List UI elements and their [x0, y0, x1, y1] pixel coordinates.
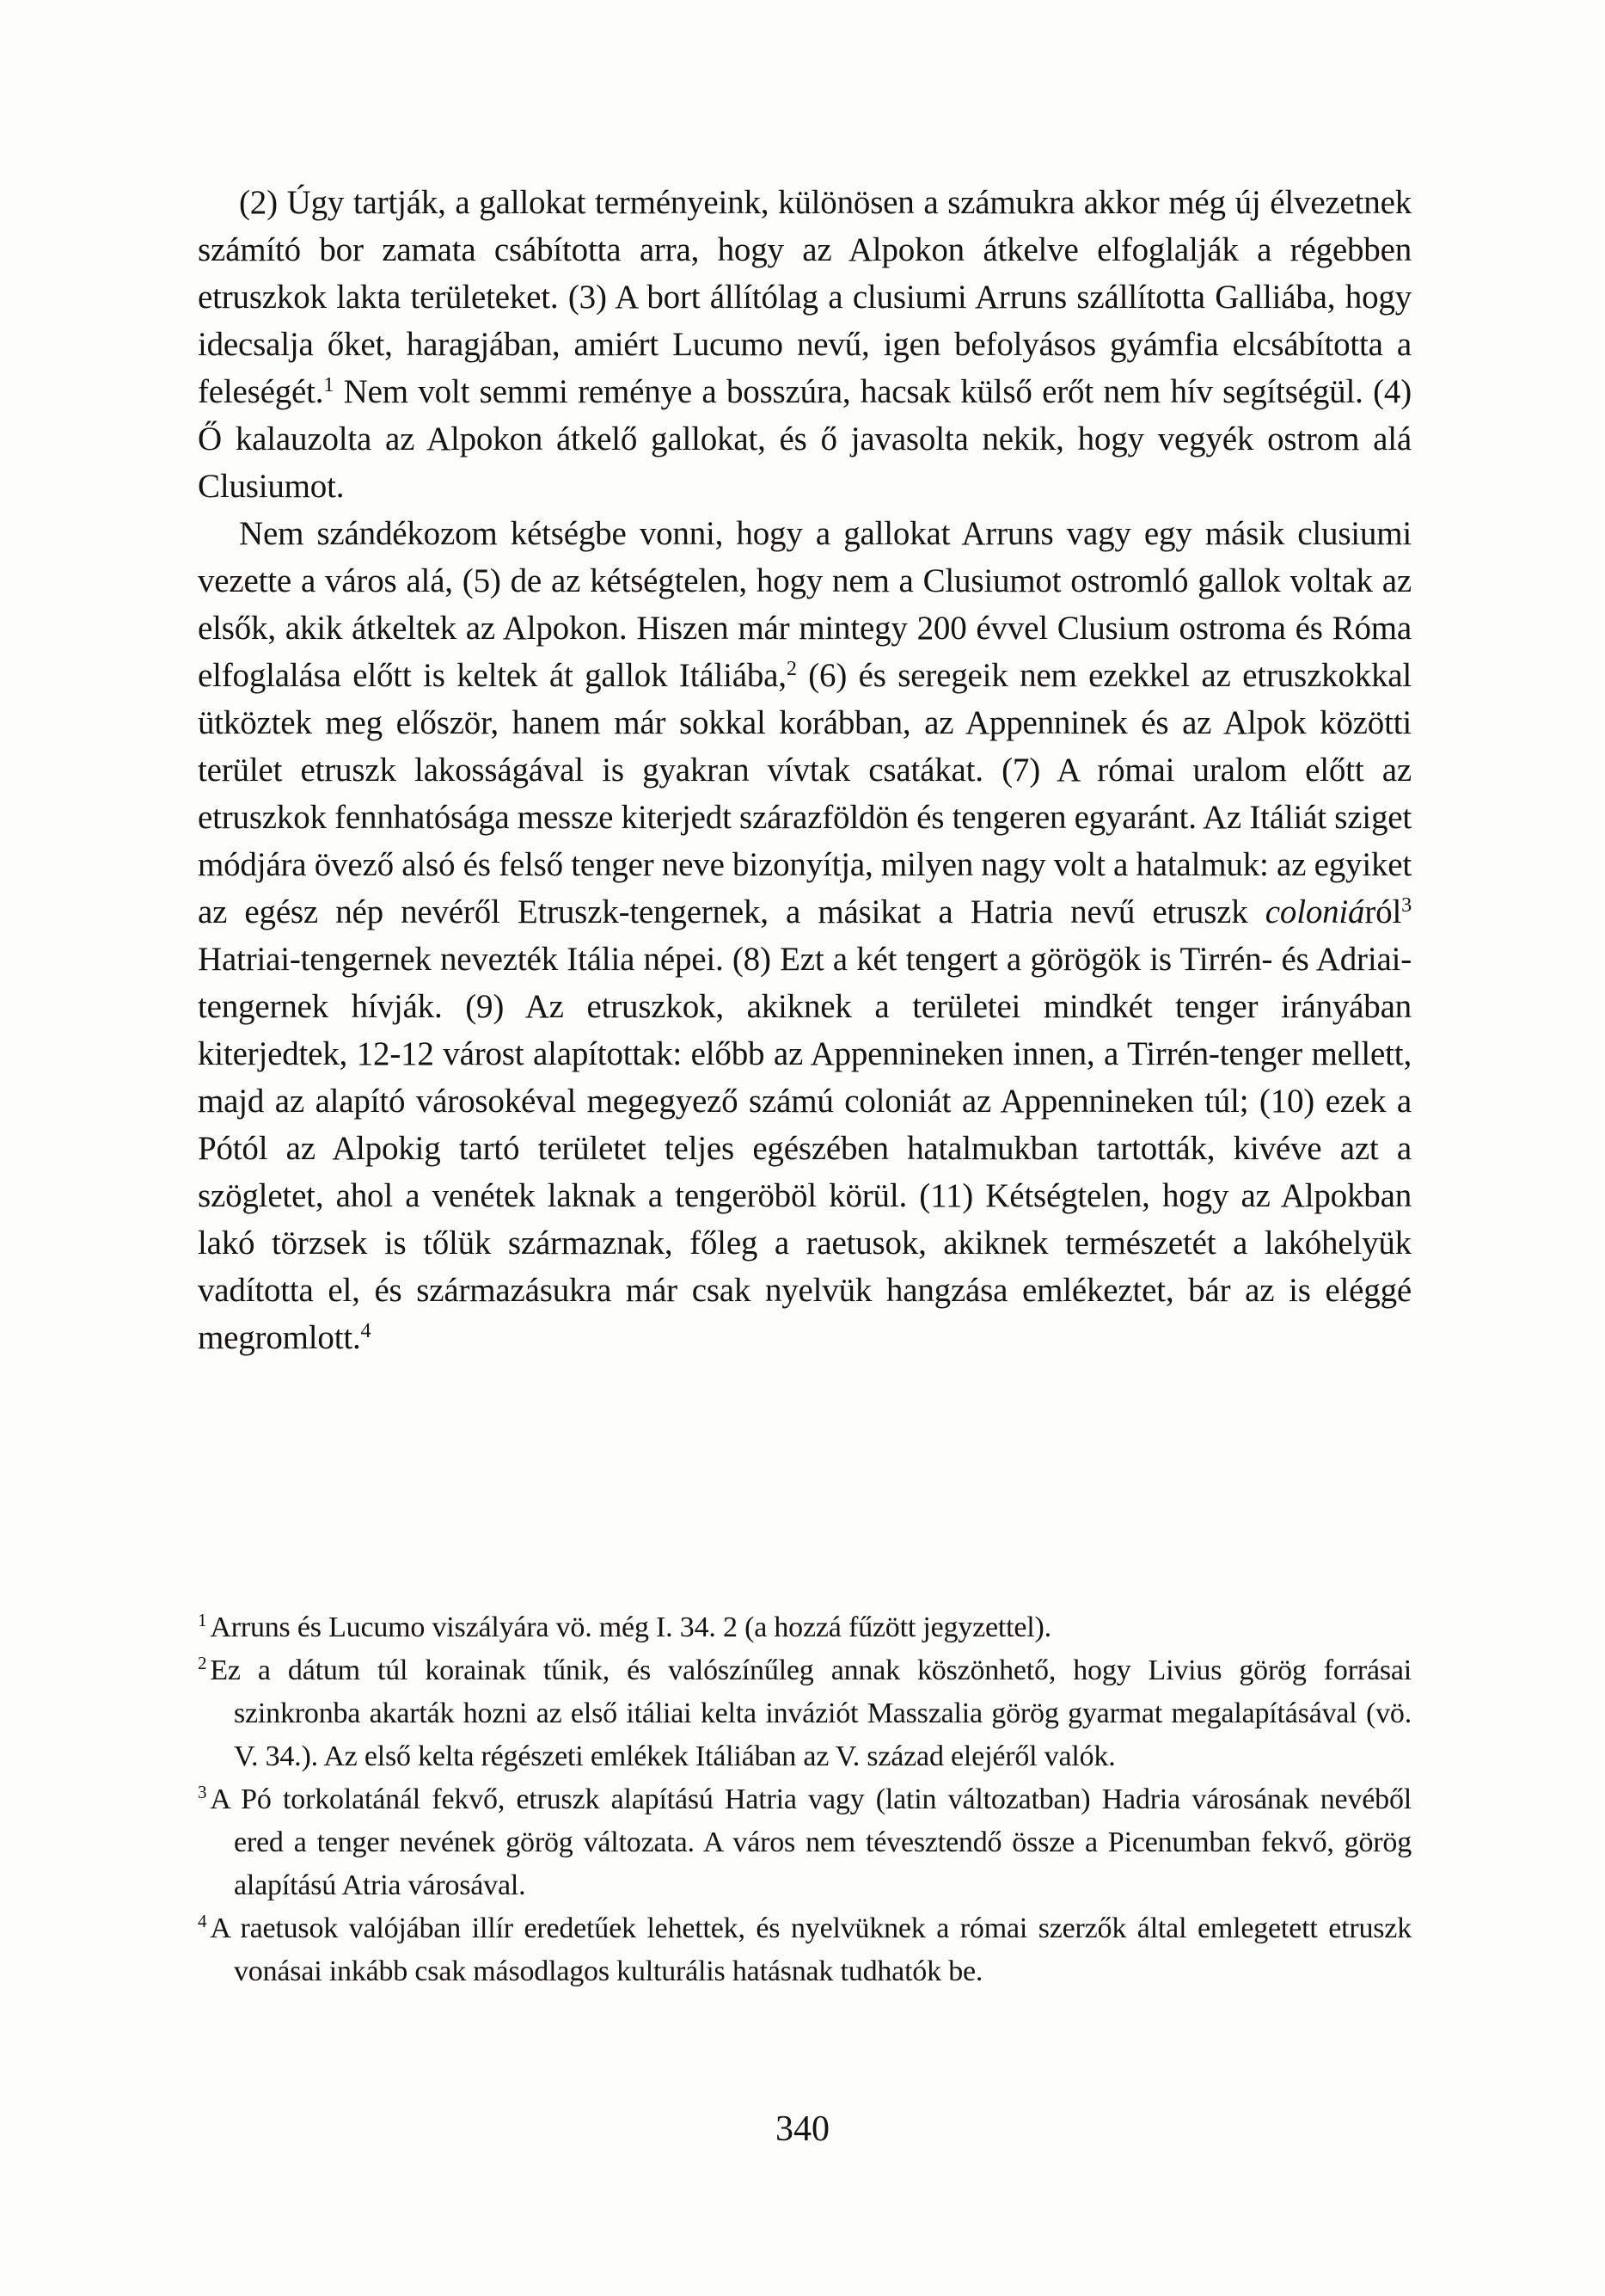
footnote: $^4$ A raetusok valójában illír eredetűek lehettek, és nyelvüknek a római szerzők által emlegetett etruszk vonásai inkább csak másodlagos kulturális hatásnak tudhatók be. [198, 1911, 1412, 1987]
footnote: $^2$ Ez a dátum túl korainak tűnik, és valószínűleg annak köszönhető, hogy Livius görög forrásai szinkronba akarták hozni az első itáliai kelta inváziót Masszalia görög gyarmat megalapításával (vö. V. 34.). Az első kelta régészeti emlékek Itáliában az V. század elejéről valók. [198, 1653, 1412, 1772]
italic-term: coloniá [1265, 893, 1365, 930]
footnote-ref: 3 [1401, 893, 1412, 917]
footnotes-section [198, 1606, 1412, 1993]
footnote-ref: 2 [786, 656, 797, 680]
paragraph: (2) Úgy tartják, a gallokat terményeink, különösen a számukra akkor még új élvezetnek számító bor zamata csábította arra, hogy az Alpokon átkelve elfoglalják a régebben etruszkok lakta területeket. (3) A bort állítólag a clusiumi Arruns szállította Galliába, hogy idecsalja őket, haragjában, amiért Lucumo nevű, igen befolyásos gyámfia elcsábította a feleségét.$^1$ Nem volt semmi reménye a bosszúra, hacsak külső erőt nem hív segítségül. (4) Ő kalauzolta az Alpokon átkelő gallokat, és ő javasolta nekik, hogy vegyék ostrom alá Clusiumot. [198, 184, 1412, 505]
page-number: 340 [775, 2109, 830, 2149]
footnote-marker: 2 [198, 1653, 207, 1674]
footnote-marker: 3 [198, 1782, 207, 1803]
footnote-ref: 4 [360, 1318, 371, 1342]
footnote-marker: 1 [198, 1610, 207, 1631]
footnote-ref: 1 [323, 372, 334, 396]
main-text [198, 179, 1412, 1361]
footnote: $^3$ A Pó torkolatánál fekvő, etruszk alapítású Hatria vagy (latin változatban) Hadria városának nevéből ered a tenger nevének görög változata. A város nem tévesztendő össze a Picenumban fekvő, görög alapítású Atria városával. [198, 1782, 1412, 1901]
footnote-marker: 4 [198, 1911, 207, 1932]
paragraph: Nem szándékozom kétségbe vonni, hogy a gallokat Arruns vagy egy másik clusiumi vezette a város alá, (5) de az kétségtelen, hogy nem a Clusiumot ostromló gallok voltak az elsők, akik átkeltek az Alpokon. Hiszen már mintegy 200 évvel Clusium ostroma és Róma elfoglalása előtt is keltek át gallok Itáliába,$^2$ (6) és seregeik nem ezekkel az etruszkokkal ütköztek meg először, hanem már sokkal korábban, az Appenninek és az Alpok közötti terület etruszk lakosságával is gyakran vívtak csatákat. (7) A római uralom előtt az etruszkok fennhatósága messze kiterjedt szárazföldön és tengeren egyaránt. Az Itáliát sziget módjára övező alsó és felső tenger neve bizonyítja, milyen nagy volt a hatalmuk: az egyiket az egész nép nevéről Etruszk-tengernek, a másikat a Hatria nevű etruszk coloniáról$^3$ Hatriai-tengernek nevezték Itália népei. (8) Ezt a két tengert a görögök is Tirrén- és Adriai-tengernek hívják. (9) Az etruszkok, akiknek a területei mindkét tenger irányában kiterjedtek, 12-12 várost alapítottak: előbb az Appennineken innen, a Tirrén-tenger mellett, majd az alapító városokéval megegyező számú coloniát az Appennineken túl; (10) ezek a Pótól az Alpokig tartó területet teljes egészében hatalmukban tartották, kivéve azt a szögletet, ahol a venétek laknak a tengeröböl körül. (11) Kétségtelen, hogy az Alpokban lakó törzsek is tőlük származnak, főleg a raetusok, akiknek természetét a lakóhelyük vadította el, és származásukra már csak nyelvük hangzása emlékeztet, bár az is eléggé megromlott.$^4$ [198, 515, 1412, 1356]
footnote: $^1$ Arruns és Lucumo viszályára vö. még I. 34. 2 (a hozzá fűzött jegyzettel). [198, 1610, 1051, 1643]
